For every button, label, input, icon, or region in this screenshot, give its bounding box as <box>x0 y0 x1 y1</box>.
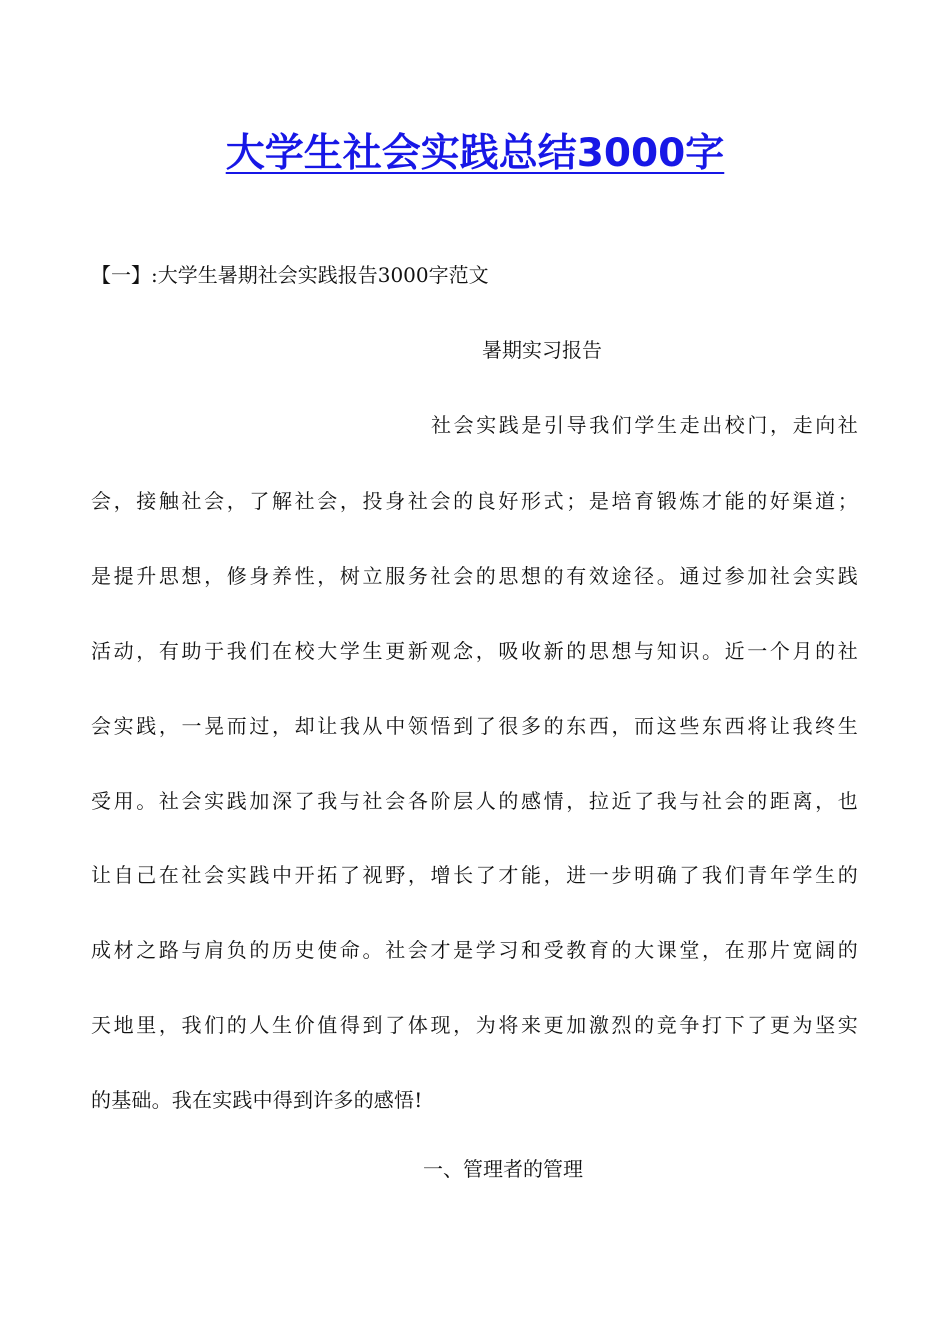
paragraph-line: 活动，有助于我们在校大学生更新观念，吸收新的思想与知识。近一个月的社 <box>91 639 858 663</box>
paragraph-line: 受用。社会实践加深了我与社会各阶层人的感情，拉近了我与社会的距离，也 <box>91 789 858 813</box>
paragraph-line: 成材之路与肩负的历史使命。社会才是学习和受教育的大课堂，在那片宽阔的 <box>91 938 858 962</box>
paragraph-line: 社会实践是引导我们学生走出校门，走向社 <box>431 413 858 437</box>
section-heading: 一、管理者的管理 <box>423 1157 583 1181</box>
report-subtitle: 暑期实习报告 <box>482 338 602 362</box>
paragraph-line: 让自己在社会实践中开拓了视野，增长了才能，进一步明确了我们青年学生的 <box>91 863 858 887</box>
section-label: 【一】:大学生暑期社会实践报告3000字范文 <box>91 263 489 287</box>
paragraph-line: 天地里，我们的人生价值得到了体现，为将来更加激烈的竞争打下了更为坚实 <box>91 1013 858 1037</box>
paragraph-line-last: 的基础。我在实践中得到许多的感悟! <box>91 1088 423 1112</box>
document-title-link[interactable]: 大学生社会实践总结3000字 <box>225 131 725 176</box>
paragraph-line: 会实践，一晃而过，却让我从中领悟到了很多的东西，而这些东西将让我终生 <box>91 714 858 738</box>
paragraph-line: 是提升思想，修身养性，树立服务社会的思想的有效途径。通过参加社会实践 <box>91 564 858 588</box>
paragraph-line: 会，接触社会，了解社会，投身社会的良好形式；是培育锻炼才能的好渠道； <box>91 489 858 513</box>
